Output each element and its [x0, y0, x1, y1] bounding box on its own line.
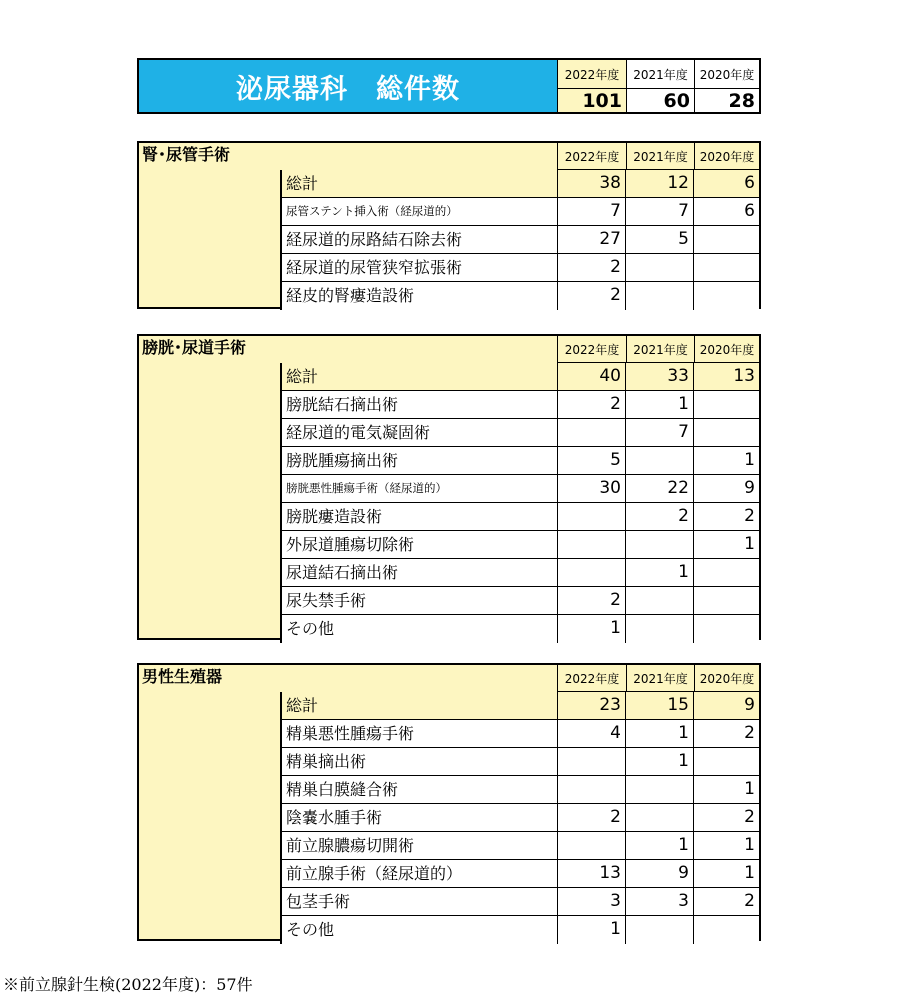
year-header: 2020年度 [694, 336, 759, 363]
cell-2020: 9 [693, 475, 759, 503]
table-row [280, 475, 759, 503]
cell-2022: 1 [557, 615, 625, 643]
cell-2021: 1 [625, 832, 693, 860]
cell-2021: 5 [625, 226, 693, 254]
cell-2020: 1 [693, 447, 759, 475]
table-row [280, 391, 759, 419]
cell-2020: 2 [693, 503, 759, 531]
cell-2022: 2 [557, 587, 625, 615]
row-label: 膀胱腫瘍摘出術 [280, 447, 557, 475]
table-row [280, 888, 759, 916]
table-row [280, 198, 759, 226]
row-label: 膀胱悪性腫瘍手術（経尿道的） [280, 475, 557, 503]
cell-2020 [693, 254, 759, 282]
cell-2021: 22 [625, 475, 693, 503]
row-label: 経尿道的尿管狭窄拡張術 [280, 254, 557, 282]
cell-2022: 30 [557, 475, 625, 503]
cell-2020: 1 [693, 832, 759, 860]
table-row [280, 226, 759, 254]
cell-2022: 3 [557, 888, 625, 916]
table-row [280, 776, 759, 804]
cell-2020: 6 [693, 198, 759, 226]
row-label: 尿道結石摘出術 [280, 559, 557, 587]
cell-2021: 9 [625, 860, 693, 888]
cell-2021: 1 [625, 391, 693, 419]
table-row [280, 531, 759, 559]
cell-2022 [557, 832, 625, 860]
row-label: 包茎手術 [280, 888, 557, 916]
summary-table [137, 58, 761, 114]
table-row [280, 860, 759, 888]
section-title: 膀胱･尿道手術 [139, 336, 557, 363]
total-row [280, 170, 759, 198]
cell-2022 [557, 531, 625, 559]
cell-2022: 2 [557, 804, 625, 832]
row-label: 経尿道的尿路結石除去術 [280, 226, 557, 254]
cell-2022: 27 [557, 226, 625, 254]
section-rows [280, 170, 759, 310]
summary-total-2020: 28 [694, 89, 759, 112]
row-label: 前立腺手術（経尿道的） [280, 860, 557, 888]
summary-total-2022: 101 [557, 89, 626, 112]
table-row [280, 615, 759, 643]
cell-2021 [625, 916, 693, 944]
cell-2021: 12 [625, 170, 693, 198]
row-label: 総計 [280, 170, 557, 198]
cell-2020: 2 [693, 888, 759, 916]
cell-2020 [693, 419, 759, 447]
table-row [280, 832, 759, 860]
year-header: 2020年度 [694, 665, 759, 692]
cell-2020: 9 [693, 692, 759, 720]
cell-2022: 13 [557, 860, 625, 888]
row-label: 経皮的腎瘻造設術 [280, 282, 557, 310]
table-row [280, 419, 759, 447]
cell-2022: 38 [557, 170, 625, 198]
cell-2020: 1 [693, 776, 759, 804]
cell-2020 [693, 282, 759, 310]
cell-2021 [625, 587, 693, 615]
cell-2022: 23 [557, 692, 625, 720]
cell-2022 [557, 419, 625, 447]
year-header: 2021年度 [626, 665, 694, 692]
cell-2020: 6 [693, 170, 759, 198]
cell-2020: 13 [693, 363, 759, 391]
table-row [280, 282, 759, 310]
cell-2022: 7 [557, 198, 625, 226]
row-label: 尿管ステント挿入術（経尿道的） [280, 198, 557, 226]
cell-2021 [625, 282, 693, 310]
total-row [280, 363, 759, 391]
cell-2022: 2 [557, 282, 625, 310]
row-label: その他 [280, 615, 557, 643]
year-header: 2022年度 [557, 336, 626, 363]
section-rows [280, 363, 759, 643]
footnote: ※前立腺針生検(2022年度)：57件 [3, 975, 253, 994]
row-label: 精巣悪性腫瘍手術 [280, 720, 557, 748]
cell-2020: 2 [693, 720, 759, 748]
cell-2021: 7 [625, 419, 693, 447]
cell-2022 [557, 748, 625, 776]
row-label: 陰嚢水腫手術 [280, 804, 557, 832]
cell-2022: 2 [557, 254, 625, 282]
cell-2021: 2 [625, 503, 693, 531]
row-label: 経尿道的電気凝固術 [280, 419, 557, 447]
cell-2020 [693, 559, 759, 587]
cell-2022: 1 [557, 916, 625, 944]
row-label: 膀胱瘻造設術 [280, 503, 557, 531]
summary-year-2022: 2022年度 [557, 60, 626, 89]
cell-2021: 7 [625, 198, 693, 226]
section-rows [280, 692, 759, 944]
cell-2022 [557, 503, 625, 531]
summary-year-2020: 2020年度 [694, 60, 759, 89]
cell-2021 [625, 254, 693, 282]
row-label: 総計 [280, 363, 557, 391]
row-label: 膀胱結石摘出術 [280, 391, 557, 419]
summary-total-2021: 60 [626, 89, 694, 112]
cell-2022 [557, 559, 625, 587]
cell-2021 [625, 776, 693, 804]
table-row [280, 720, 759, 748]
section-kidney-ureter [137, 141, 761, 309]
cell-2020 [693, 587, 759, 615]
cell-2022: 5 [557, 447, 625, 475]
year-header: 2020年度 [694, 143, 759, 170]
table-row [280, 587, 759, 615]
cell-2020 [693, 615, 759, 643]
year-header: 2021年度 [626, 143, 694, 170]
cell-2021: 15 [625, 692, 693, 720]
cell-2021: 3 [625, 888, 693, 916]
section-bladder-urethra [137, 334, 761, 640]
table-row [280, 447, 759, 475]
section-title: 男性生殖器 [139, 665, 557, 692]
section-title: 腎･尿管手術 [139, 143, 557, 170]
row-label: 精巣白膜縫合術 [280, 776, 557, 804]
cell-2021: 33 [625, 363, 693, 391]
row-label: 外尿道腫瘍切除術 [280, 531, 557, 559]
cell-2022: 40 [557, 363, 625, 391]
year-header: 2022年度 [557, 143, 626, 170]
cell-2020 [693, 748, 759, 776]
table-row [280, 559, 759, 587]
cell-2020 [693, 391, 759, 419]
summary-year-2021: 2021年度 [626, 60, 694, 89]
table-row [280, 503, 759, 531]
cell-2022 [557, 776, 625, 804]
table-row [280, 254, 759, 282]
cell-2021: 1 [625, 559, 693, 587]
row-label: その他 [280, 916, 557, 944]
year-header: 2022年度 [557, 665, 626, 692]
total-row [280, 692, 759, 720]
cell-2022: 4 [557, 720, 625, 748]
cell-2020: 1 [693, 531, 759, 559]
summary-title: 泌尿器科 総件数 [139, 60, 559, 112]
cell-2021 [625, 531, 693, 559]
row-label: 尿失禁手術 [280, 587, 557, 615]
cell-2022: 2 [557, 391, 625, 419]
cell-2020: 1 [693, 860, 759, 888]
row-label: 総計 [280, 692, 557, 720]
cell-2021 [625, 804, 693, 832]
cell-2020 [693, 916, 759, 944]
section-male-genital [137, 663, 761, 941]
row-label: 精巣摘出術 [280, 748, 557, 776]
cell-2021: 1 [625, 720, 693, 748]
row-label: 前立腺膿瘍切開術 [280, 832, 557, 860]
table-row [280, 748, 759, 776]
cell-2020: 2 [693, 804, 759, 832]
table-row [280, 804, 759, 832]
table-row [280, 916, 759, 944]
year-header: 2021年度 [626, 336, 694, 363]
cell-2020 [693, 226, 759, 254]
cell-2021 [625, 447, 693, 475]
cell-2021 [625, 615, 693, 643]
cell-2021: 1 [625, 748, 693, 776]
